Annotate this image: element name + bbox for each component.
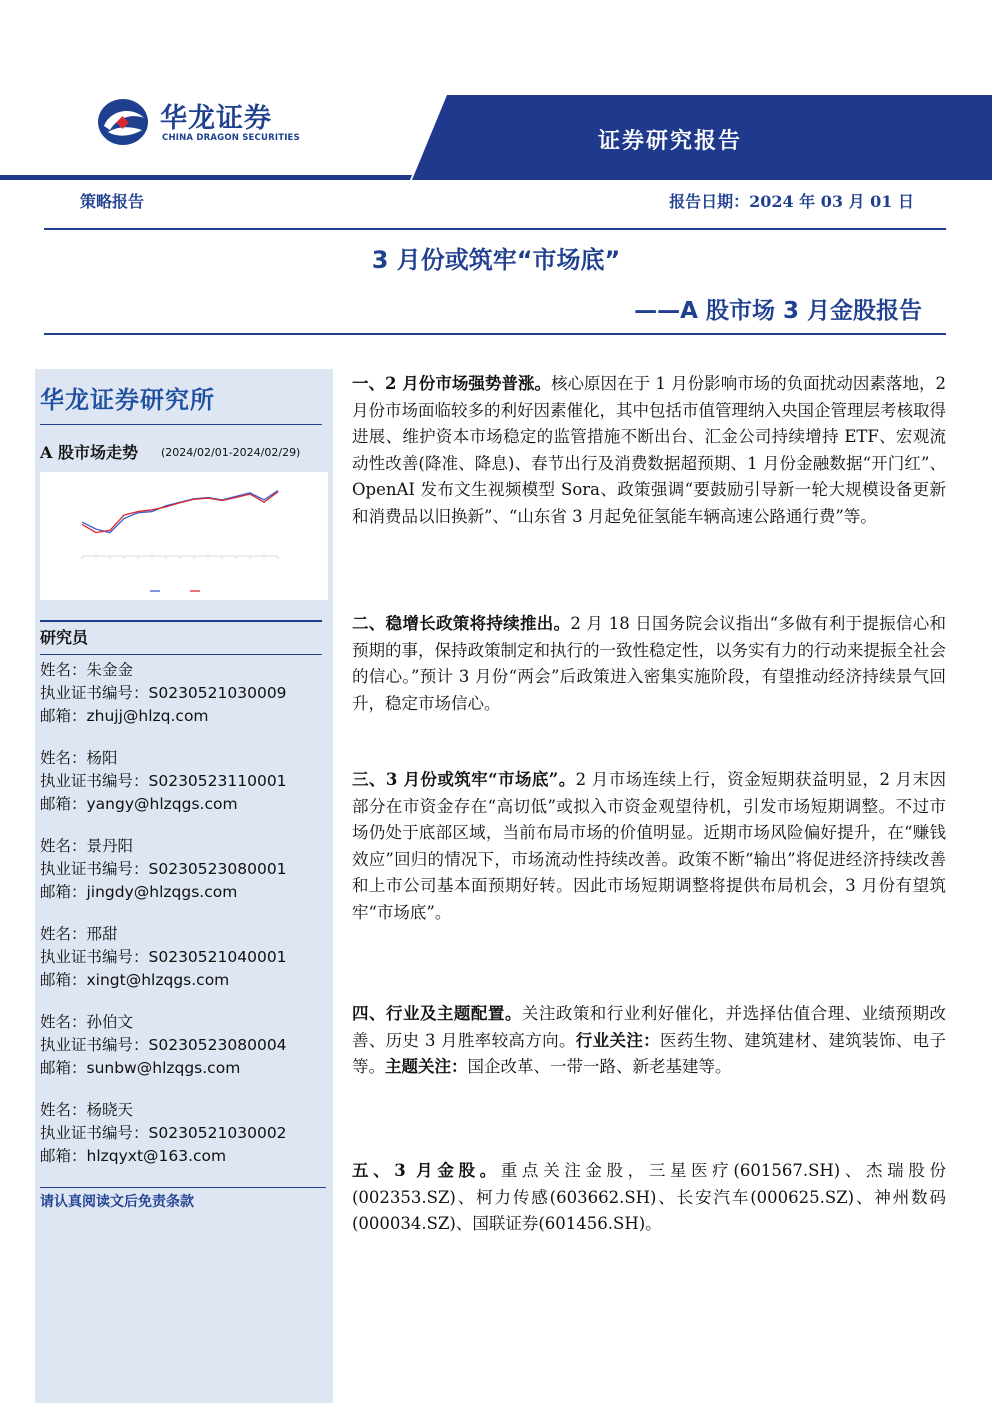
section-text: 关注政策和行业利好催化，并选择估值合理、业绩预期改善、历史 3 月胜率较高方向。 — [352, 1004, 947, 1050]
divider — [40, 1187, 326, 1188]
theme-focus-label: 主题关注： — [385, 1057, 468, 1077]
section-lead: 一、2 月份市场强势普涨。 — [352, 374, 551, 393]
section-text: 2 月市场连续上行，资金短期获益明显，2 月末因部分在市资金存在“高切低”或拟入市资金观望待机，引发市场短期调整。不过市场仍处于底部区域，当前布局市场的价值明显。近期市场风险偏好提升，在“赚钱效应”回归的情况下，市场流动性持续改善。政策不断“输出”将促进经济持续改善和上市公司基本面预期好转。因此市场短期调整将提供布局机会，3 月份有望筑牢“市场底”。 — [352, 770, 946, 922]
trend-title: A 股市场走势 — [40, 443, 138, 462]
section-5 — [352, 1158, 946, 1238]
researcher-heading: 研究员 — [40, 628, 89, 647]
researcher-name: 姓名：邢甜 — [40, 925, 118, 943]
researcher-name: 姓名：杨阳 — [40, 749, 118, 767]
researcher-cert: 执业证书编号：S0230521030002 — [40, 1124, 287, 1142]
logo-english-text: CHINA DRAGON SECURITIES — [162, 133, 300, 143]
researcher-name: 姓名：孙伯文 — [40, 1013, 134, 1031]
header-banner — [0, 95, 992, 180]
section-text: 医药生物、建筑建材、建筑装饰、电子等。 — [352, 1030, 947, 1077]
section-lead: 二、稳增长政策将持续推出。 — [352, 614, 571, 633]
disclaimer-link[interactable]: 请认真阅读文后免责条款 — [40, 1194, 194, 1210]
report-date: 报告日期：2024 年 03 月 01 日 — [669, 192, 914, 211]
researcher-cert: 执业证书编号：S0230523080004 — [40, 1036, 287, 1054]
section-3 — [352, 767, 946, 927]
report-type-label: 证券研究报告 — [598, 128, 743, 154]
researcher-name: 姓名：朱金金 — [40, 661, 134, 679]
section-lead: 三、3 月份或筑牢“市场底”。 — [352, 770, 576, 789]
industry-focus-label: 行业关注： — [575, 1030, 661, 1050]
researcher-cert: 执业证书编号：S0230521040001 — [40, 948, 287, 966]
institute-name: 华龙证券研究所 — [40, 386, 215, 414]
researcher-name: 姓名：景丹阳 — [40, 837, 134, 855]
divider — [40, 620, 322, 622]
report-subtitle: ——A 股市场 3 月金股报告 — [634, 298, 922, 324]
researcher-email[interactable]: 邮箱：jingdy@hlzqgs.com — [40, 883, 238, 901]
market-trend-chart — [40, 472, 328, 600]
researcher-cert: 执业证书编号：S0230523080001 — [40, 860, 287, 878]
researcher-email[interactable]: 邮箱：yangy@hlzqgs.com — [40, 795, 238, 813]
section-text: 国企改革、一带一路、新老基建等。 — [467, 1057, 732, 1077]
researcher-email[interactable]: 邮箱：xingt@hlzqgs.com — [40, 971, 230, 989]
section-lead: 五、3 月金股。 — [352, 1161, 501, 1180]
section-text: 重点关注金股，三星医疗(601567.SH)、杰瑞股份(002353.SZ)、柯力传感(603662.SH)、长安汽车(000625.SZ)、神州数码(000034.SZ)、国联证券(601456.SH)。 — [352, 1161, 946, 1234]
section-lead: 四、行业及主题配置。 — [352, 1004, 522, 1023]
researcher-cert: 执业证书编号：S0230521030009 — [40, 684, 287, 702]
section-text: 核心原因在于 1 月份影响市场的负面扰动因素落地，2 月份市场面临较多的利好因素催化，其中包括市值管理纳入央国企管理层考核取得进展、维护资本市场稳定的监管措施不断出台、汇金公司持续增持 ETF、宏观流动性改善(降准、降息)、春节出行及消费数据超预期、1 月份金融数据“开门红”、OpenAI 发布文生视频模型 Sora、政策强调“要鼓励引导新一轮大规模设备更新和消费品以旧换新”、“山东省 3 月起免征氢能车辆高速公路通行费”等。 — [352, 374, 946, 526]
researcher-name: 姓名：杨晓天 — [40, 1101, 134, 1119]
researcher-email[interactable]: 邮箱：zhujj@hlzq.com — [40, 707, 209, 725]
logo-text: 华龙证券 — [160, 103, 272, 134]
section-1 — [352, 371, 946, 531]
trend-range: (2024/02/01-2024/02/29) — [161, 446, 301, 459]
divider — [40, 654, 322, 655]
section-text: 2 月 18 日国务院会议指出“多做有利于提振信心和预期的事，保持政策制定和执行的一致性稳定性，以务实有力的行动来提振全社会的信心。”预计 3 月份“两会”后政策进入密集实施阶段，有望推动经济持续景气回升，稳定市场信心。 — [352, 614, 946, 713]
section-4 — [352, 1001, 946, 1081]
divider — [44, 228, 946, 230]
section-2 — [352, 611, 946, 717]
divider — [44, 333, 946, 335]
report-title: 3 月份或筑牢“市场底” — [371, 246, 621, 274]
divider — [40, 424, 322, 425]
report-category: 策略报告 — [80, 192, 145, 211]
researcher-cert: 执业证书编号：S0230523110001 — [40, 772, 287, 790]
researcher-email[interactable]: 邮箱：sunbw@hlzqgs.com — [40, 1059, 241, 1077]
researcher-email[interactable]: 邮箱：hlzqyxt@163.com — [40, 1147, 227, 1165]
